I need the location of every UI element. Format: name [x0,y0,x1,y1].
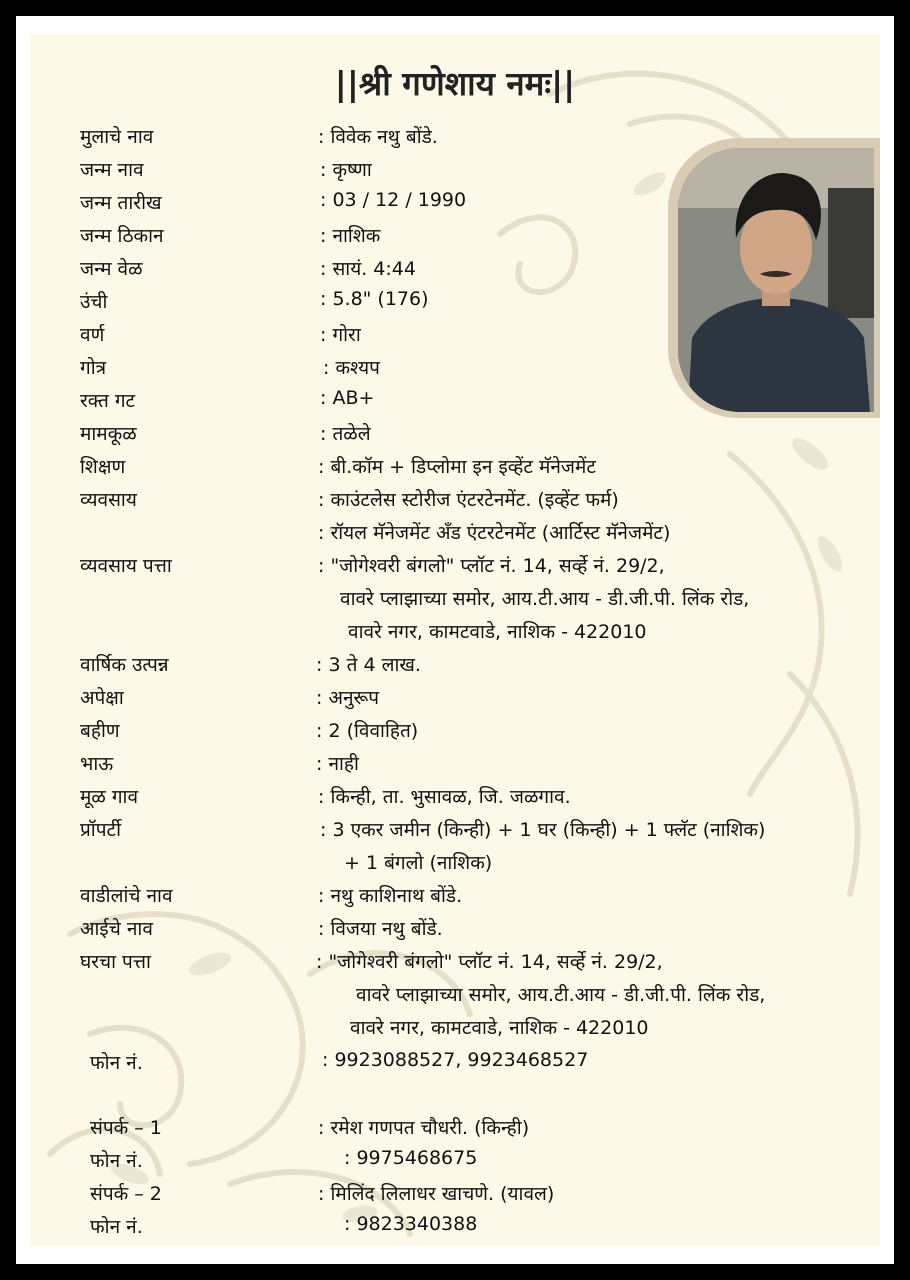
detail-label: मुलाचे नाव [80,126,154,148]
detail-value: : 9975468675 [344,1147,478,1169]
detail-label: वाडीलांचे नाव [80,885,173,907]
detail-label: व्यवसाय [80,489,137,511]
detail-label: जन्म तारीख [80,192,162,214]
detail-label: संपर्क – 2 [90,1183,162,1205]
detail-value: : कश्यप [323,357,380,379]
detail-value: : काउंटलेस स्टोरीज एंटरटेनमेंट. (इव्हेंट फर्म) [318,489,619,511]
detail-value: : 03 / 12 / 1990 [320,189,467,211]
detail-value: : किन्ही, ता. भुसावळ, जि. जळगाव. [318,786,571,808]
detail-value: वावरे नगर, कामटवाडे, नाशिक - 422010 [350,1017,649,1039]
detail-value: : सायं. 4:44 [320,258,416,280]
detail-label: संपर्क – 1 [90,1117,162,1139]
detail-label: वर्ण [80,324,105,346]
detail-value: : AB+ [320,387,375,409]
detail-value: + 1 बंगलो (नाशिक) [344,852,493,874]
detail-label: जन्म नाव [80,159,144,181]
detail-label: शिक्षण [80,456,126,478]
profile-photo-icon [678,148,874,412]
detail-label: गोत्र [80,357,107,379]
detail-label: उंची [80,291,108,313]
detail-value: : अनुरूप [316,687,380,709]
photo-frame [668,138,880,418]
detail-label: फोन नं. [90,1216,143,1238]
detail-value: : 9923088527, 9923468527 [322,1049,589,1071]
detail-value: : विवेक नथु बोंडे. [318,126,438,148]
detail-label: व्यवसाय पत्ता [80,555,172,577]
detail-label: फोन नं. [90,1150,143,1172]
detail-value: वावरे नगर, कामटवाडे, नाशिक - 422010 [348,621,647,643]
detail-value: : रॉयल मॅनेजमेंट अँड एंटरटेनमेंट (आर्टिस्ट मॅनेजमेंट) [318,522,671,544]
detail-value: : नाशिक [320,225,381,247]
detail-value: : 5.8" (176) [320,288,429,310]
biodata-sheet [30,34,880,1246]
detail-value: : नथु काशिनाथ बोंडे. [318,885,463,907]
detail-label: घरचा पत्ता [80,951,151,973]
detail-label: जन्म वेळ [80,258,143,280]
detail-label: मामकूळ [80,423,137,445]
page-title: ||श्री गणेशाय नमः|| [334,64,576,103]
detail-label: फोन नं. [90,1052,143,1074]
detail-value: वावरे प्लाझाच्या समोर, आय.टी.आय - डी.जी.पी. लिंक रोड, [340,588,750,610]
detail-value: : कृष्णा [320,159,372,181]
detail-value: : 2 (विवाहित) [316,720,419,742]
detail-value: : रमेश गणपत चौधरी. (किन्ही) [318,1117,530,1139]
detail-value: : तळेले [320,423,371,445]
detail-label: बहीण [80,720,120,742]
detail-label: मूळ गाव [80,786,139,808]
detail-value: : विजया नथु बोंडे. [318,918,443,940]
detail-label: भाऊ [80,753,114,775]
detail-value: : "जोगेश्वरी बंगलो" प्लॉट नं. 14, सर्व्हे नं. 29/2, [318,555,665,577]
detail-label: जन्म ठिकान [80,225,164,247]
detail-value: : गोरा [320,324,361,346]
detail-label: वार्षिक उत्पन्न [80,654,169,676]
detail-label: प्रॉपर्टी [80,819,122,841]
detail-value: : मिलिंद लिलाधर खाचणे. (यावल) [318,1183,555,1205]
detail-value: : नाही [316,753,359,775]
detail-label: अपेक्षा [80,687,124,709]
detail-value: वावरे प्लाझाच्या समोर, आय.टी.आय - डी.जी.पी. लिंक रोड, [356,984,766,1006]
detail-value: : बी.कॉम + डिप्लोमा इन इव्हेंट मॅनेजमेंट [318,456,596,478]
detail-label: रक्त गट [80,390,136,412]
detail-value: : "जोगेश्वरी बंगलो" प्लॉट नं. 14, सर्व्हे नं. 29/2, [316,951,663,973]
detail-label: आईचे नाव [80,918,153,940]
detail-value: : 3 ते 4 लाख. [316,654,421,676]
detail-value: : 9823340388 [344,1213,478,1235]
document-page [16,16,894,1264]
detail-value: : 3 एकर जमीन (किन्ही) + 1 घर (किन्ही) + 1 फ्लॅट (नाशिक) [320,819,766,841]
